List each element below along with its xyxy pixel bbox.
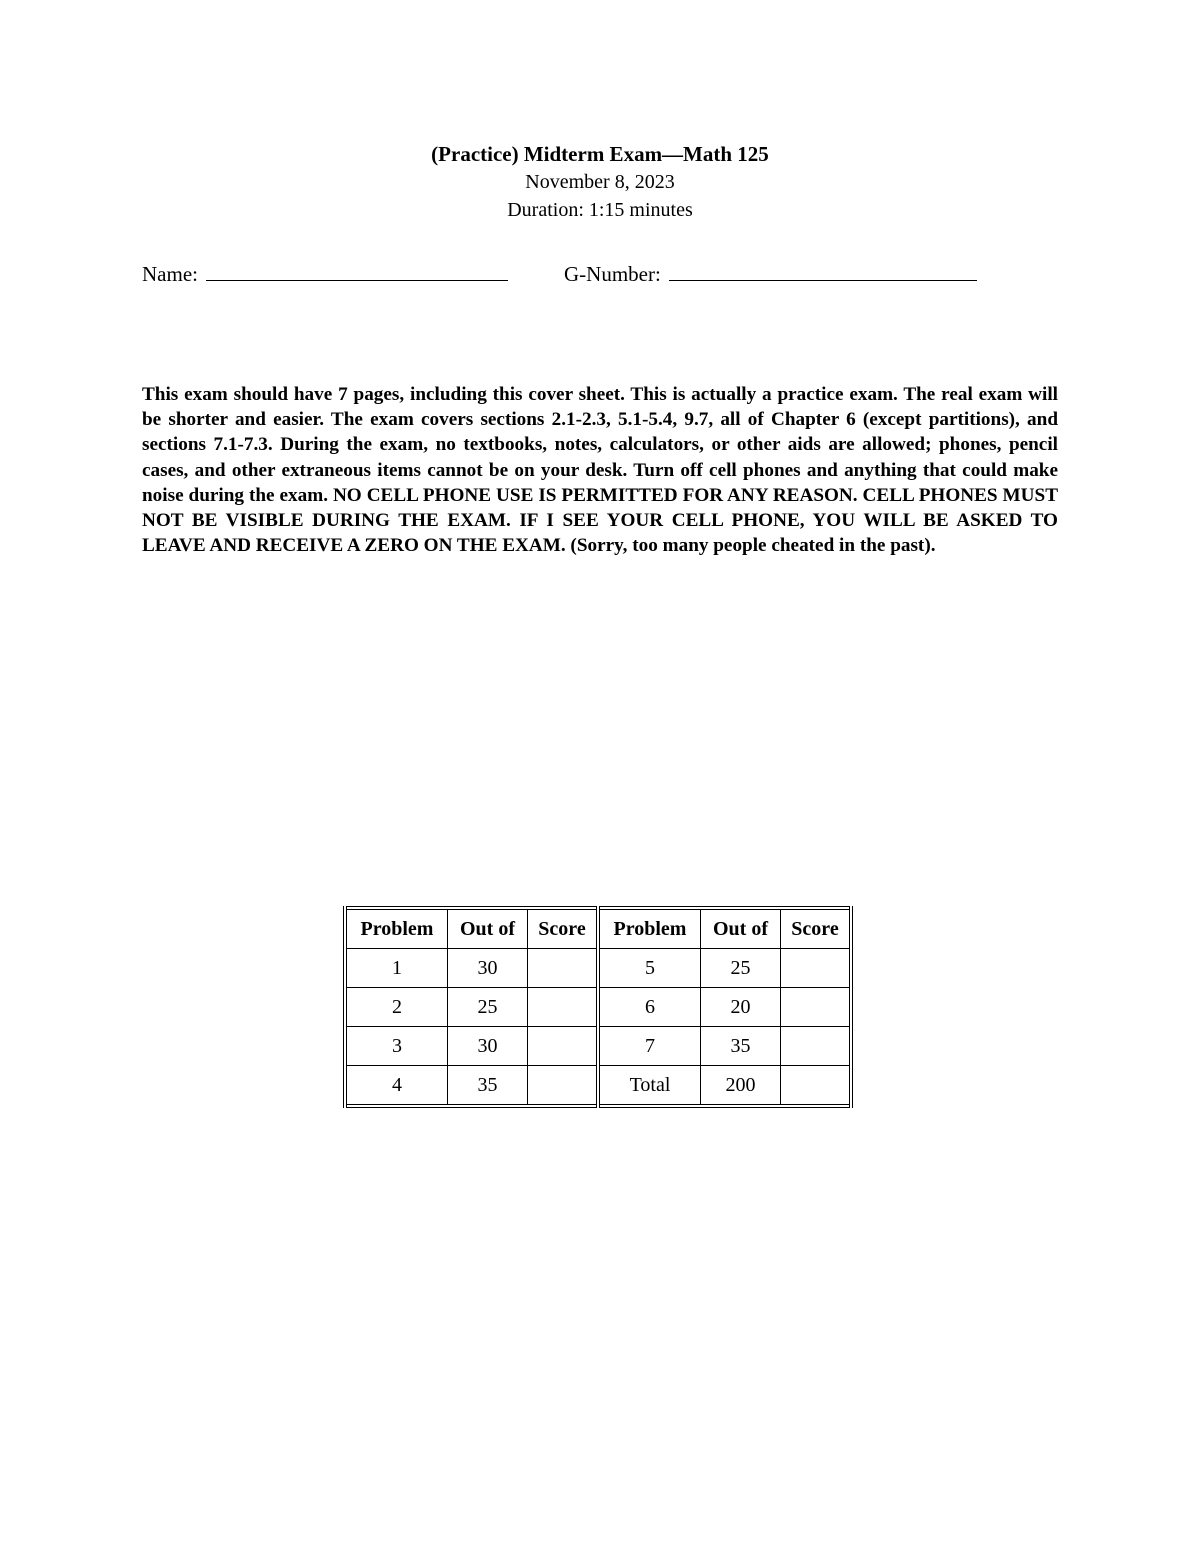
name-label: Name: — [142, 262, 198, 286]
score-table — [343, 906, 853, 1108]
header-problem-left: Problem — [345, 908, 448, 949]
header-score-left: Score — [528, 908, 599, 949]
score-table-header-row — [345, 908, 851, 949]
table-row — [345, 1027, 851, 1066]
score-cell[interactable] — [781, 1027, 852, 1066]
name-field — [142, 258, 508, 289]
gnumber-blank-line[interactable] — [669, 258, 977, 281]
problem-cell: 7 — [598, 1027, 701, 1066]
total-score-cell[interactable] — [781, 1066, 852, 1107]
gnumber-label: G-Number: — [564, 262, 661, 286]
problem-cell: 3 — [345, 1027, 448, 1066]
exam-instructions: This exam should have 7 pages, including this cover sheet. This is actually a practice exam. The real exam will be shorter and easier. The exam covers sections 2.1-2.3, 5.1-5.4, 9.7, all of Chapter 6 (except partitions), and sections 7.1-7.3. During the exam, no textbooks, notes, calculators, or other aids are allowed; phones, pencil cases, and other extraneous items cannot be on your desk. Turn off cell phones and anything that could make noise during the exam. NO CELL PHONE USE IS PERMITTED FOR ANY REASON. CELL PHONES MUST NOT BE VISIBLE DURING THE EXAM. IF I SEE YOUR CELL PHONE, YOU WILL BE ASKED TO LEAVE AND RECEIVE A ZERO ON THE EXAM. (Sorry, too many people cheated in the past). — [142, 384, 1058, 557]
exam-header — [0, 140, 1200, 224]
problem-cell: 5 — [598, 949, 701, 988]
gnumber-field — [564, 258, 977, 289]
header-score-right: Score — [781, 908, 852, 949]
problem-cell: 1 — [345, 949, 448, 988]
score-table-container — [343, 906, 853, 1108]
outof-cell: 20 — [701, 988, 781, 1027]
table-row — [345, 1066, 851, 1107]
problem-cell: 2 — [345, 988, 448, 1027]
score-cell[interactable] — [528, 1027, 599, 1066]
outof-cell: 30 — [448, 1027, 528, 1066]
header-outof-right: Out of — [701, 908, 781, 949]
table-row — [345, 988, 851, 1027]
problem-cell: 4 — [345, 1066, 448, 1107]
score-cell[interactable] — [528, 988, 599, 1027]
exam-title: (Practice) Midterm Exam—Math 125 — [431, 142, 769, 166]
outof-cell: 30 — [448, 949, 528, 988]
header-outof-left: Out of — [448, 908, 528, 949]
score-cell[interactable] — [781, 988, 852, 1027]
table-row — [345, 949, 851, 988]
score-cell[interactable] — [781, 949, 852, 988]
total-label-cell: Total — [598, 1066, 701, 1107]
score-cell[interactable] — [528, 949, 599, 988]
outof-cell: 35 — [701, 1027, 781, 1066]
exam-duration: Duration: 1:15 minutes — [507, 199, 693, 221]
total-outof-cell: 200 — [701, 1066, 781, 1107]
header-problem-right: Problem — [598, 908, 701, 949]
exam-date: November 8, 2023 — [525, 171, 675, 193]
outof-cell: 25 — [701, 949, 781, 988]
score-cell[interactable] — [528, 1066, 599, 1107]
name-blank-line[interactable] — [206, 258, 508, 281]
outof-cell: 25 — [448, 988, 528, 1027]
outof-cell: 35 — [448, 1066, 528, 1107]
problem-cell: 6 — [598, 988, 701, 1027]
